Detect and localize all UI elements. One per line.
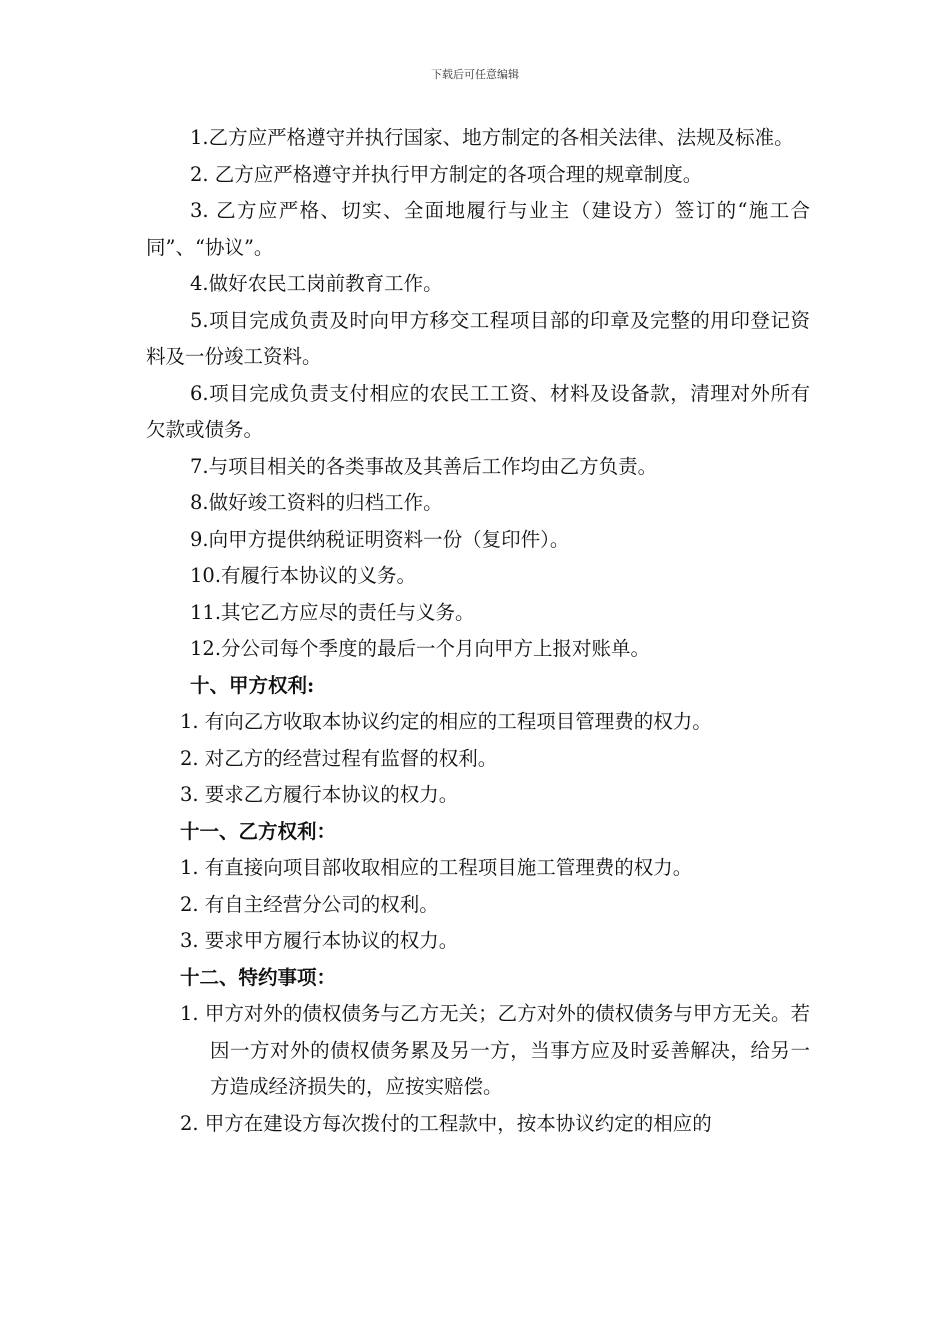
- page-header: 下载后可任意编辑: [431, 68, 519, 81]
- obligation-item-4: 4.做好农民工岗前教育工作。: [190, 272, 443, 295]
- section-11-item-1: 1. 有直接向项目部收取相应的工程项目施工管理费的权力。: [180, 856, 693, 879]
- obligation-item-3: 3. 乙方应严格、切实、全面地履行与业主（建设方）签订的“施工合同”、“协议”。: [146, 199, 810, 259]
- section-11-heading: 十一、乙方权利：: [180, 819, 337, 843]
- section-10-item-2: 2. 对乙方的经营过程有监督的权利。: [180, 746, 498, 770]
- section-12-item-1: 1. 甲方对外的债权债务与乙方无关；乙方对外的债权债务与甲方无关。若因一方对外的债权债务累及另一方，当事方应及时妥善解决，给另一方造成经济损失的，应按实赔偿。: [180, 1002, 810, 1098]
- obligation-item-5: 5.项目完成负责及时向甲方移交工程项目部的印章及完整的用印登记资料及一份竣工资料。: [146, 308, 810, 368]
- section-11-item-3: 3. 要求甲方履行本协议的权力。: [180, 929, 459, 952]
- obligation-item-2: 2. 乙方应严格遵守并执行甲方制定的各项合理的规章制度。: [190, 162, 703, 186]
- obligation-item-9: 9.向甲方提供纳税证明资料一份（复印件）。: [190, 527, 570, 551]
- section-11-item-2: 2. 有自主经营分公司的权利。: [180, 892, 439, 916]
- document-body: [146, 120, 810, 1142]
- section-10-heading: 十、甲方权利:: [190, 673, 315, 697]
- obligation-item-10: 10.有履行本协议的义务。: [190, 564, 417, 587]
- section-10-item-1: 1. 有向乙方收取本协议约定的相应的工程项目管理费的权力。: [180, 710, 712, 733]
- obligation-item-11: 11.其它乙方应尽的责任与义务。: [190, 600, 475, 624]
- obligation-item-12: 12.分公司每个季度的最后一个月向甲方上报对账单。: [190, 637, 651, 660]
- section-10-item-3: 3. 要求乙方履行本协议的权力。: [180, 783, 459, 806]
- section-12-heading: 十二、特约事项：: [180, 965, 337, 989]
- obligation-item-1: 1.乙方应严格遵守并执行国家、地方制定的各相关法律、法规及标准。: [190, 126, 794, 149]
- obligation-item-7: 7.与项目相关的各类事故及其善后工作均由乙方负责。: [190, 454, 658, 478]
- section-12-item-2: 2. 甲方在建设方每次拨付的工程款中，按本协议约定的相应的: [180, 1111, 712, 1135]
- obligation-item-8: 8.做好竣工资料的归档工作。: [190, 491, 443, 514]
- obligation-item-6: 6.项目完成负责支付相应的农民工工资、材料及设备款，清理对外所有欠款或债务。: [146, 381, 810, 441]
